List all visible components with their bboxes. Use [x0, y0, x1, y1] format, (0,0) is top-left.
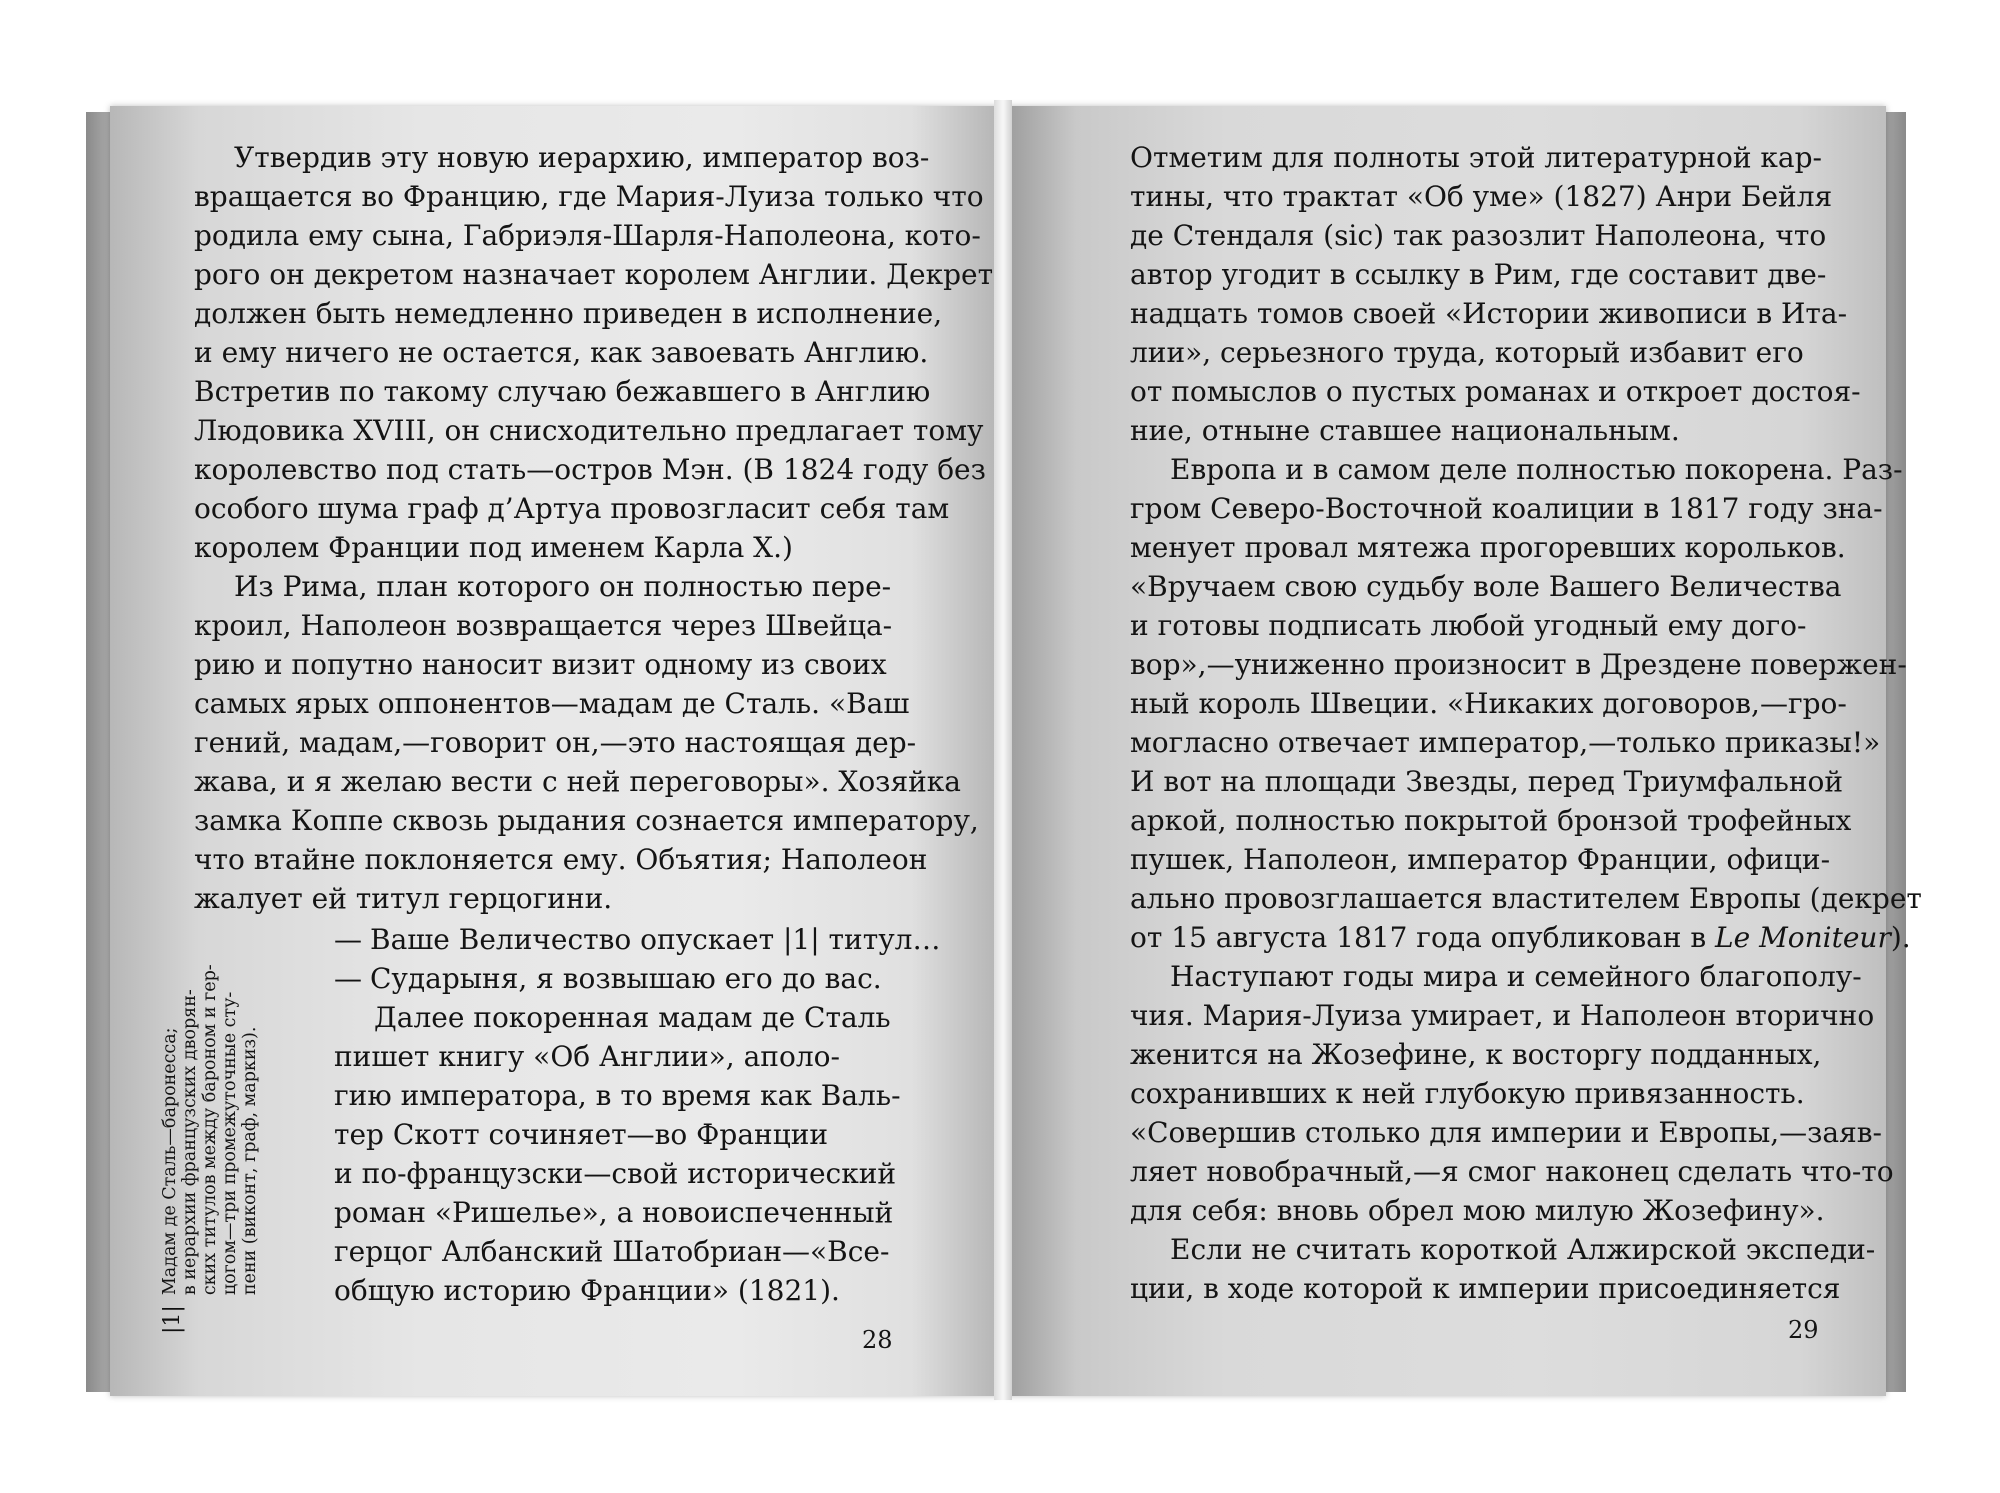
left-page-lower-text: [334, 920, 940, 1310]
text-line: ции, в ходе которой к империи присоединяется: [1130, 1272, 1841, 1305]
text-line: и готовы подписать любой угодный ему дого-: [1130, 609, 1807, 642]
text-line: замка Коппе сквозь рыдания сознается императору,: [194, 804, 979, 837]
text-line: родила ему сына, Габриэля-Шарля-Наполеона, кото-: [194, 219, 981, 252]
text-line: кроил, Наполеон возвращается через Швейца-: [194, 609, 893, 642]
book-gutter: [994, 100, 1012, 1400]
text-line: герцог Албанский Шатобриан—«Все-: [334, 1235, 890, 1268]
decree-text: от 15 августа 1817 года опубликован в: [1130, 921, 1716, 954]
right-page-text: [1130, 138, 1922, 1308]
text-line: рого он декретом назначает королем Англии. Декрет: [194, 258, 994, 291]
text-line: пушек, Наполеон, император Франции, офици-: [1130, 843, 1831, 876]
text-line: [1130, 918, 1922, 957]
text-line: «Совершив столько для империи и Европы,—заяв-: [1130, 1116, 1883, 1149]
footnote-text: [160, 964, 260, 1295]
text-line: Европа и в самом деле полностью покорена. Раз-: [1170, 453, 1903, 486]
text-line: тины, что трактат «Об уме» (1827) Анри Бейля: [1130, 180, 1833, 213]
text-line: менует провал мятежа прогоревших корольков.: [1130, 531, 1846, 564]
text-line: вор»,—униженно произносит в Дрездене повержен-: [1130, 648, 1907, 681]
text-line: что втайне поклоняется ему. Объятия; Наполеон: [194, 843, 928, 876]
text-line: от помыслов о пустых романах и откроет достоя-: [1130, 375, 1861, 408]
text-line: Из Рима, план которого он полностью пере-: [234, 570, 892, 603]
text-line: Людовика XVIII, он снисходительно предлагает тому: [194, 414, 984, 447]
text-line: Утвердив эту новую иерархию, император воз-: [234, 141, 930, 174]
text-line: для себя: вновь обрел мою милую Жозефину».: [1130, 1194, 1825, 1227]
text-line: самых ярых оппонентов—мадам де Сталь. «Ваш: [194, 687, 910, 720]
text-line: и по-французски—свой исторический: [334, 1157, 897, 1190]
text-line: Встретив по такому случаю бежавшего в Англию: [194, 375, 931, 408]
text-line: лии», серьезного труда, который избавит его: [1130, 336, 1804, 369]
text-line: и ему ничего не остается, как завоевать Англию.: [194, 336, 929, 369]
dialogue-dash: —: [334, 962, 362, 995]
text-line: чия. Мария-Луиза умирает, и Наполеон вторично: [1130, 999, 1875, 1032]
dialogue-line: [334, 920, 940, 959]
dialogue-line: [334, 959, 940, 998]
text-line: королевство под стать—остров Мэн. (В 1824 году без: [194, 453, 986, 486]
text-line: «Вручаем свою судьбу воле Вашего Величества: [1130, 570, 1842, 603]
text-line: вращается во Францию, где Мария-Луиза только что: [194, 180, 984, 213]
text-line: И вот на площади Звезды, перед Триумфальной: [1130, 765, 1844, 798]
text-line: особого шума граф д’Артуа провозгласит себя там: [194, 492, 950, 525]
text-line: де Стендаля (sic) так разозлит Наполеона, что: [1130, 219, 1827, 252]
text-line: общую историю Франции» (1821).: [334, 1274, 840, 1307]
text-line: ние, отныне ставшее национальным.: [1130, 414, 1680, 447]
text-line: роман «Ришелье», а новоиспеченный: [334, 1196, 894, 1229]
text-line: сохранивших к ней глубокую привязанность.: [1130, 1077, 1805, 1110]
dialogue-text: Сударыня, я возвышаю его до вас.: [370, 962, 882, 995]
footnote: [160, 914, 260, 1334]
text-line: могласно отвечает император,—только приказы!»: [1130, 726, 1881, 759]
footnote-line: пени (виконт, граф, маркиз).: [240, 1026, 260, 1296]
text-line: Далее покоренная мадам де Сталь: [374, 1001, 891, 1034]
text-line: рию и попутно наносит визит одному из своих: [194, 648, 887, 681]
page-number-right: 29: [1788, 1316, 1819, 1344]
text-line: королем Франции под именем Карла X.): [194, 531, 793, 564]
dialogue-dash: —: [334, 923, 362, 956]
text-line: Если не считать короткой Алжирской экспеди-: [1170, 1233, 1876, 1266]
text-line: гром Северо-Восточной коалиции в 1817 году зна-: [1130, 492, 1883, 525]
text-line: пишет книгу «Об Англии», аполо-: [334, 1040, 840, 1073]
newspaper-title: Le Moniteur: [1715, 921, 1891, 954]
dialogue-text: Ваше Величество опускает |1| титул…: [370, 923, 941, 956]
text-line: тер Скотт сочиняет—во Франции: [334, 1118, 829, 1151]
text-line: автор угодит в ссылку в Рим, где составит две-: [1130, 258, 1827, 291]
text-line: ный король Швеции. «Никаких договоров,—гро-: [1130, 687, 1847, 720]
text-line: жава, и я желаю вести с ней переговоры». Хозяйка: [194, 765, 961, 798]
text-line: женится на Жозефине, к восторгу подданных,: [1130, 1038, 1822, 1071]
footnote-marker: |1|: [160, 1305, 185, 1334]
text-line: гию императора, в то время как Валь-: [334, 1079, 901, 1112]
footnote-line: в иерархии французских дворян-: [180, 989, 200, 1296]
footnote-line: цогом—три промежуточные сту-: [220, 991, 240, 1296]
text-line: аркой, полностью покрытой бронзой трофейных: [1130, 804, 1852, 837]
left-page-text: [194, 138, 993, 918]
footnote-line: ских титулов между бароном и гер-: [200, 964, 220, 1296]
decree-text-end: ).: [1890, 921, 1911, 954]
text-line: ляет новобрачный,—я смог наконец сделать что-то: [1130, 1155, 1894, 1188]
text-line: должен быть немедленно приведен в исполнение,: [194, 297, 943, 330]
text-line: жалует ей титул герцогини.: [194, 882, 613, 915]
page-number-left: 28: [862, 1326, 893, 1354]
text-line: гений, мадам,—говорит он,—это настоящая дер-: [194, 726, 917, 759]
footnote-line: Мадам де Сталь—баронесса;: [160, 1027, 180, 1296]
text-line: ально провозглашается властителем Европы (декрет: [1130, 882, 1922, 915]
text-line: надцать томов своей «Истории живописи в Ита-: [1130, 297, 1848, 330]
text-line: Наступают годы мира и семейного благополу-: [1170, 960, 1862, 993]
text-line: Отметим для полноты этой литературной кар-: [1130, 141, 1822, 174]
